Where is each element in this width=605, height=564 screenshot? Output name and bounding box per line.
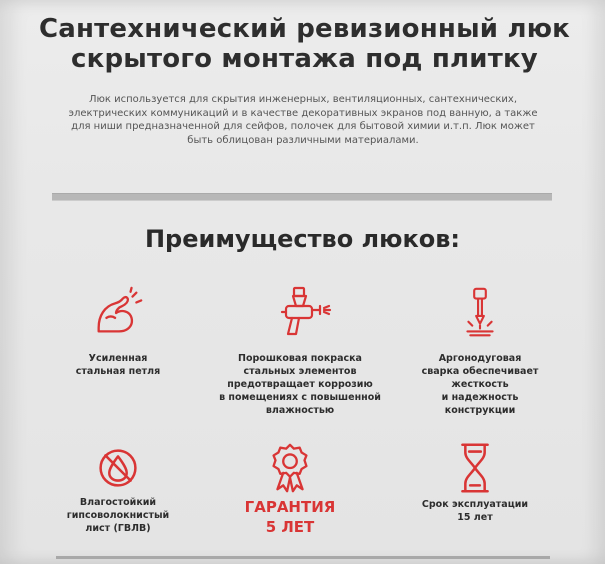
section-divider — [52, 193, 552, 201]
spray-gun-icon — [268, 286, 332, 342]
award-ribbon-icon — [261, 440, 319, 496]
no-water-icon — [89, 440, 147, 496]
hourglass-icon — [446, 440, 504, 496]
feature-label-gvlv: Влагостойкий гипсоволокнистый лист (ГВЛВ) — [66, 497, 170, 534]
feature-card-warranty — [220, 440, 360, 536]
welding-icon — [451, 286, 509, 342]
bottom-divider — [56, 556, 550, 559]
title-line-2: скрытого монтажа под плитку — [71, 44, 538, 74]
title-line-1: Сантехнический ревизионный люк — [38, 14, 571, 44]
feature-label-lifetime: Срок эксплуатации 15 лет — [421, 499, 529, 523]
feature-label-hinge: Усиленная стальная петля — [75, 353, 161, 377]
feature-card-gvlv — [48, 440, 188, 536]
product-description: Люк используется для скрытия инженерных, вентиляционных, сантехнических, электрических коммуникаций и в качестве декоративных экранов под ванную, а также для ниши предназначенной для сейфов, полочек для бытовой химии и.т.п. Люк может быть облицован различными материалами. — [68, 94, 538, 146]
strong-arm-icon — [89, 286, 147, 342]
feature-card-welding — [410, 286, 550, 434]
page-title — [22, 14, 587, 74]
warranty-label: ГАРАНТИЯ 5 ЛЕТ — [244, 498, 336, 536]
advantages-heading: Преимущество люков: — [144, 225, 461, 253]
feature-card-lifetime — [405, 440, 545, 536]
feature-card-coating — [205, 286, 395, 434]
feature-label-coating: Порошковая покраска стальных элементов предотвращает коррозию в помещениях с повышенной влажностью — [219, 353, 381, 416]
feature-card-hinge — [58, 286, 178, 377]
feature-label-welding: Аргонодуговая сварка обеспечивает жесткость и надежность конструкции — [421, 353, 539, 416]
